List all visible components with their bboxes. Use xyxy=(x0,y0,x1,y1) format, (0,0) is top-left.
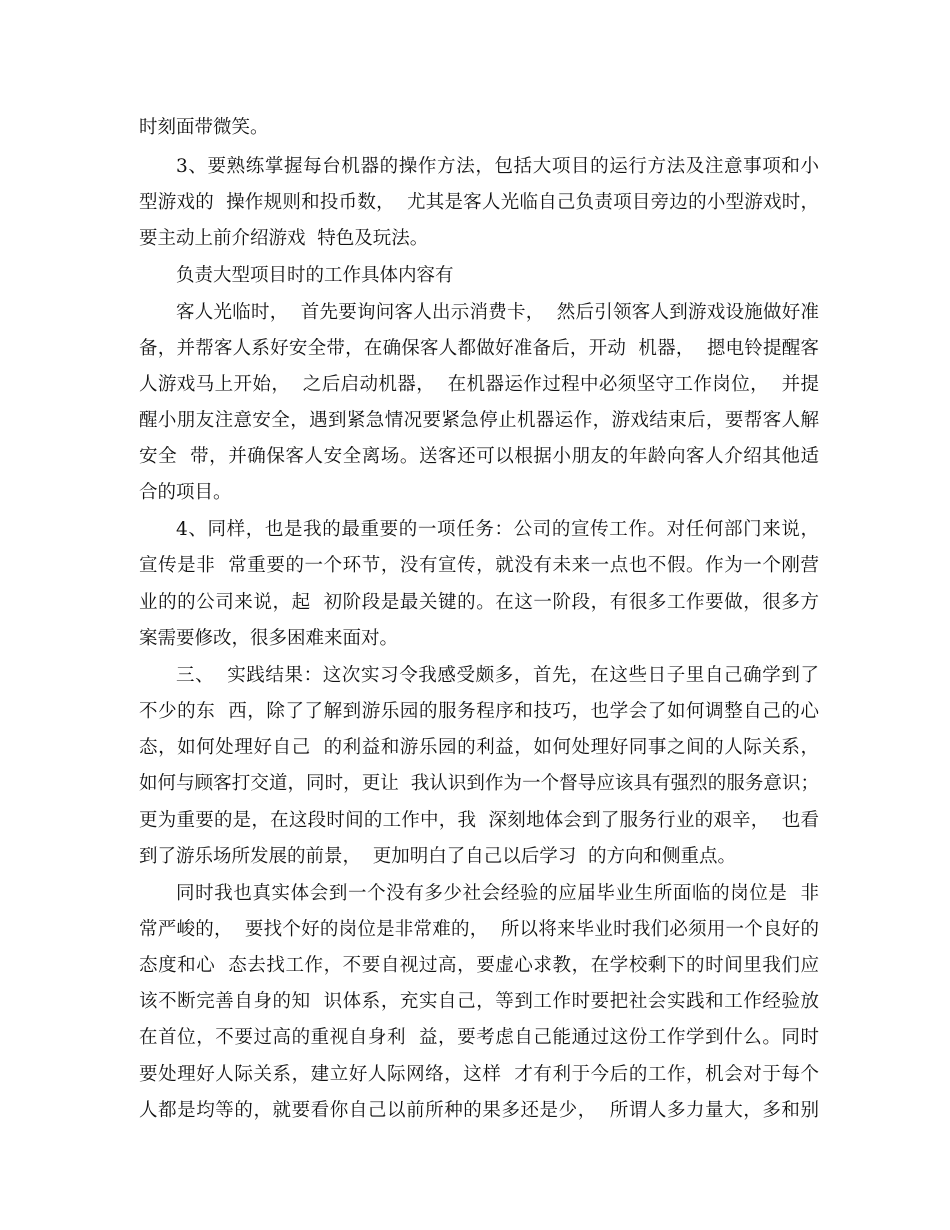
paragraph-line: 在首位，不要过高的重视自身利 益，要考虑自己能通过这份工作学到什么。同时 xyxy=(139,1027,819,1048)
paragraph-line: 该不断完善自身的知 识体系，充实自己，等到工作时要把社会实践和工作经验放 xyxy=(139,991,819,1012)
paragraph-line: 三、 实践结果：这次实习令我感受颇多，首先，在这些日子里自己确学到了 xyxy=(176,665,819,686)
paragraph-line: 态，如何处理好自己 的利益和游乐园的利益，如何处理好同事之间的人际关系， xyxy=(139,737,819,758)
paragraph-line: 业的的公司来说，起 初阶段是最关键的。在这一阶段，有很多工作要做，很多方 xyxy=(139,592,819,613)
paragraph-line: 备，并帮客人系好安全带，在确保客人都做好准备后，开动 机器， 摁电铃提醒客 xyxy=(139,338,819,359)
paragraph-line: 到了游乐场所发展的前景， 更加明白了自己以后学习 的方向和侧重点。 xyxy=(139,846,737,867)
paragraph-line: 人游戏马上开始， 之后启动机器， 在机器运作过程中必须坚守工作岗位， 并提 xyxy=(139,374,819,395)
paragraph-line: 宣传是非 常重要的一个环节，没有宣传，就没有未来一点也不假。作为一个刚营 xyxy=(139,555,819,576)
paragraph-line: 不少的东 西，除了了解到游乐园的服务程序和技巧，也学会了如何调整自己的心 xyxy=(139,701,819,722)
paragraph-line: 安全 带，并确保客人安全离场。送客还可以根据小朋友的年龄向客人介绍其他适 xyxy=(139,446,819,467)
paragraph-line: 负责大型项目时的工作具体内容有 xyxy=(176,265,454,286)
paragraph-line: 如何与顾客打交道，同时，更让 我认识到作为一个督导应该具有强烈的服务意识； xyxy=(139,773,819,794)
paragraph-line: 醒小朋友注意安全，遇到紧急情况要紧急停止机器运作，游戏结束后，要帮客人解 xyxy=(139,410,819,431)
paragraph-line: 客人光临时， 首先要询问客人出示消费卡， 然后引领客人到游戏设施做好准 xyxy=(176,302,819,323)
paragraph-line: 人都是均等的，就要看你自己以前所种的果多还是少， 所谓人多力量大，多和别 xyxy=(139,1100,819,1121)
paragraph-line: 3、要熟练掌握每台机器的操作方法，包括大项目的运行方法及注意事项和小 xyxy=(176,156,819,177)
paragraph-line: 更为重要的是，在这段时间的工作中，我 深刻地体会到了服务行业的艰辛， 也看 xyxy=(139,810,819,831)
paragraph-line: 时刻面带微笑。 xyxy=(139,117,269,138)
paragraph-line: 合的项目。 xyxy=(139,482,232,503)
paragraph-line: 4、同样，也是我的最重要的一项任务：公司的宣传工作。对任何部门来说， xyxy=(176,519,819,540)
paragraph-line: 态度和心 态去找工作，不要自视过高，要虚心求教，在学校剩下的时间里我们应 xyxy=(139,955,819,976)
paragraph-line: 案需要修改，很多困难来面对。 xyxy=(139,628,399,649)
paragraph-line: 同时我也真实体会到一个没有多少社会经验的应届毕业生所面临的岗位是 非 xyxy=(176,883,819,904)
paragraph-line: 要处理好人际关系，建立好人际网络，这样 才有利于今后的工作，机会对于每个 xyxy=(139,1064,819,1085)
paragraph-line: 常严峻的， 要找个好的岗位是非常难的， 所以将来毕业时我们必须用一个良好的 xyxy=(139,919,819,940)
paragraph-line: 型游戏的 操作规则和投币数， 尤其是客人光临自己负责项目旁边的小型游戏时， xyxy=(139,192,819,213)
paragraph-line: 要主动上前介绍游戏 特色及玩法。 xyxy=(139,228,429,249)
